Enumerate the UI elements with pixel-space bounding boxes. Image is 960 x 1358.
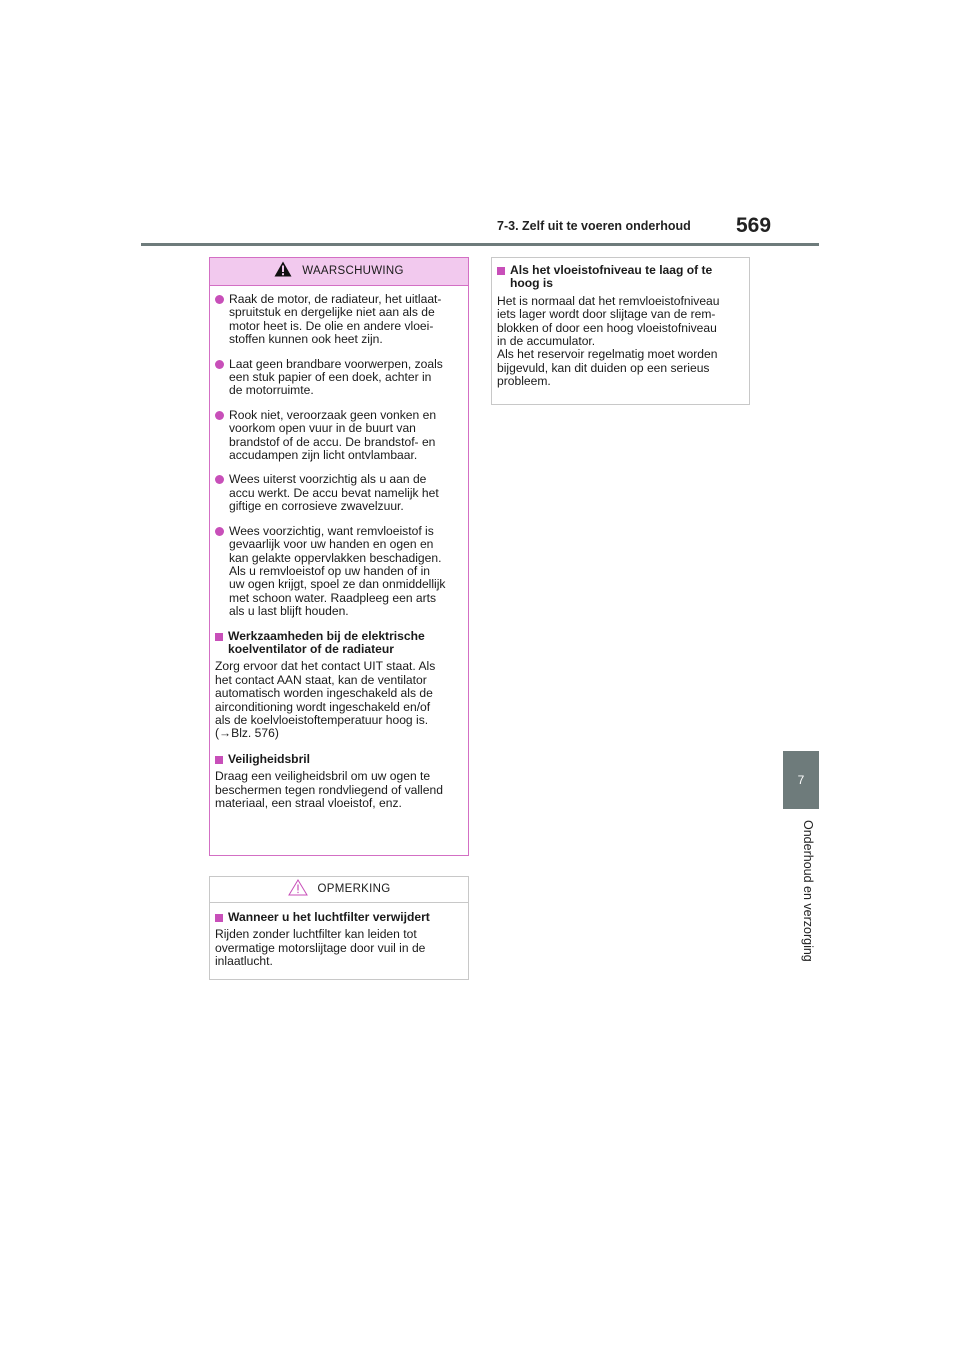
- square-bullet-icon: [215, 914, 223, 922]
- bullet-dot-icon: [215, 295, 224, 304]
- warning-header: [210, 258, 468, 286]
- note-header: [210, 877, 468, 903]
- page-number: 569: [736, 214, 772, 237]
- fan-text: Zorg ervoor dat het contact UIT staat. Als het contact AAN staat, kan de ventilator automatisch worden ingeschakeld als de airconditioning wordt ingeschakeld en/of als de koelvloeistoftemperatuur hoog is. (→Blz. 576): [215, 659, 436, 741]
- caution-triangle-outline-icon: [288, 879, 308, 900]
- warning-bullet: [215, 358, 464, 398]
- warning-bullet: [215, 293, 464, 347]
- bullet-dot-icon: [215, 475, 224, 484]
- square-bullet-icon: [215, 756, 223, 764]
- warning-title: WAARSCHUWING: [302, 264, 404, 277]
- bullet-text: Raak de motor, de radiateur, het uitlaat- spruitstuk en dergelijke niet aan als de motor heet is. De olie en andere vloei- stoffen kunnen ook heet zijn.: [229, 292, 442, 347]
- chapter-number: 7: [797, 773, 805, 787]
- fan-heading: Werkzaamheden bij de elektrische koelventilator of de radiateur: [215, 630, 464, 657]
- chapter-tab: [783, 751, 819, 809]
- warning-bullet: [215, 525, 464, 619]
- chapter-title: Onderhoud en verzorging: [801, 820, 815, 962]
- warning-bullet: [215, 473, 464, 513]
- note-title: OPMERKING: [317, 882, 391, 895]
- bullet-text: Laat geen brandbare voorwerpen, zoals een stuk papier of een doek, achter in de motorruimte.: [229, 356, 443, 398]
- note-box: [209, 876, 469, 980]
- bullet-text: Wees uiterst voorzichtig als u aan de accu werkt. De accu bevat namelijk het giftige en corrosieve zwavelzuur.: [229, 472, 439, 514]
- info-heading: Als het vloeistofniveau te laag of te hoog is: [497, 264, 745, 291]
- square-bullet-icon: [497, 267, 505, 275]
- section-title: 7-3. Zelf uit te voeren onderhoud: [497, 219, 691, 233]
- note-text: Rijden zonder luchtfilter kan leiden tot overmatige motorslijtage door vuil in de inlaatlucht.: [215, 927, 426, 969]
- square-bullet-icon: [215, 633, 223, 641]
- glasses-text: Draag een veiligheidsbril om uw ogen te beschermen tegen rondvliegend of vallend materiaal, een straal vloeistof, enz.: [215, 769, 443, 810]
- note-heading: Wanneer u het luchtfilter verwijdert: [215, 911, 464, 924]
- info-text: Het is normaal dat het remvloeistofniveau iets lager wordt door slijtage van de rem- blokken of door een hoog vloeistofniveau in de accumulator. Als het reservoir regelmatig moet worden bijgevuld, kan dit duiden op een serieus probleem.: [497, 293, 720, 389]
- bullet-dot-icon: [215, 411, 224, 420]
- bullet-dot-icon: [215, 360, 224, 369]
- bullet-text: Rook niet, veroorzaak geen vonken en voorkom open vuur in de buurt van brandstof of de accu. De brandstof- en accudampen zijn licht ontvlambaar.: [229, 407, 437, 463]
- bullet-text: Wees voorzichtig, want remvloeistof is gevaarlijk voor uw handen en ogen en kan gelakte oppervlakken beschadigen. Als u remvloeistof op uw handen of in uw ogen krijgt, spoel ze dan onmiddellijk met schoon water. Raadpleeg een arts als u last blijft houden.: [229, 523, 446, 619]
- info-box: [491, 257, 750, 405]
- warning-triangle-filled-icon: [274, 261, 292, 281]
- header-rule: [141, 243, 819, 246]
- warning-bullet: [215, 409, 464, 463]
- glasses-heading: Veiligheidsbril: [215, 753, 464, 766]
- warning-box: [209, 257, 469, 856]
- bullet-dot-icon: [215, 527, 224, 536]
